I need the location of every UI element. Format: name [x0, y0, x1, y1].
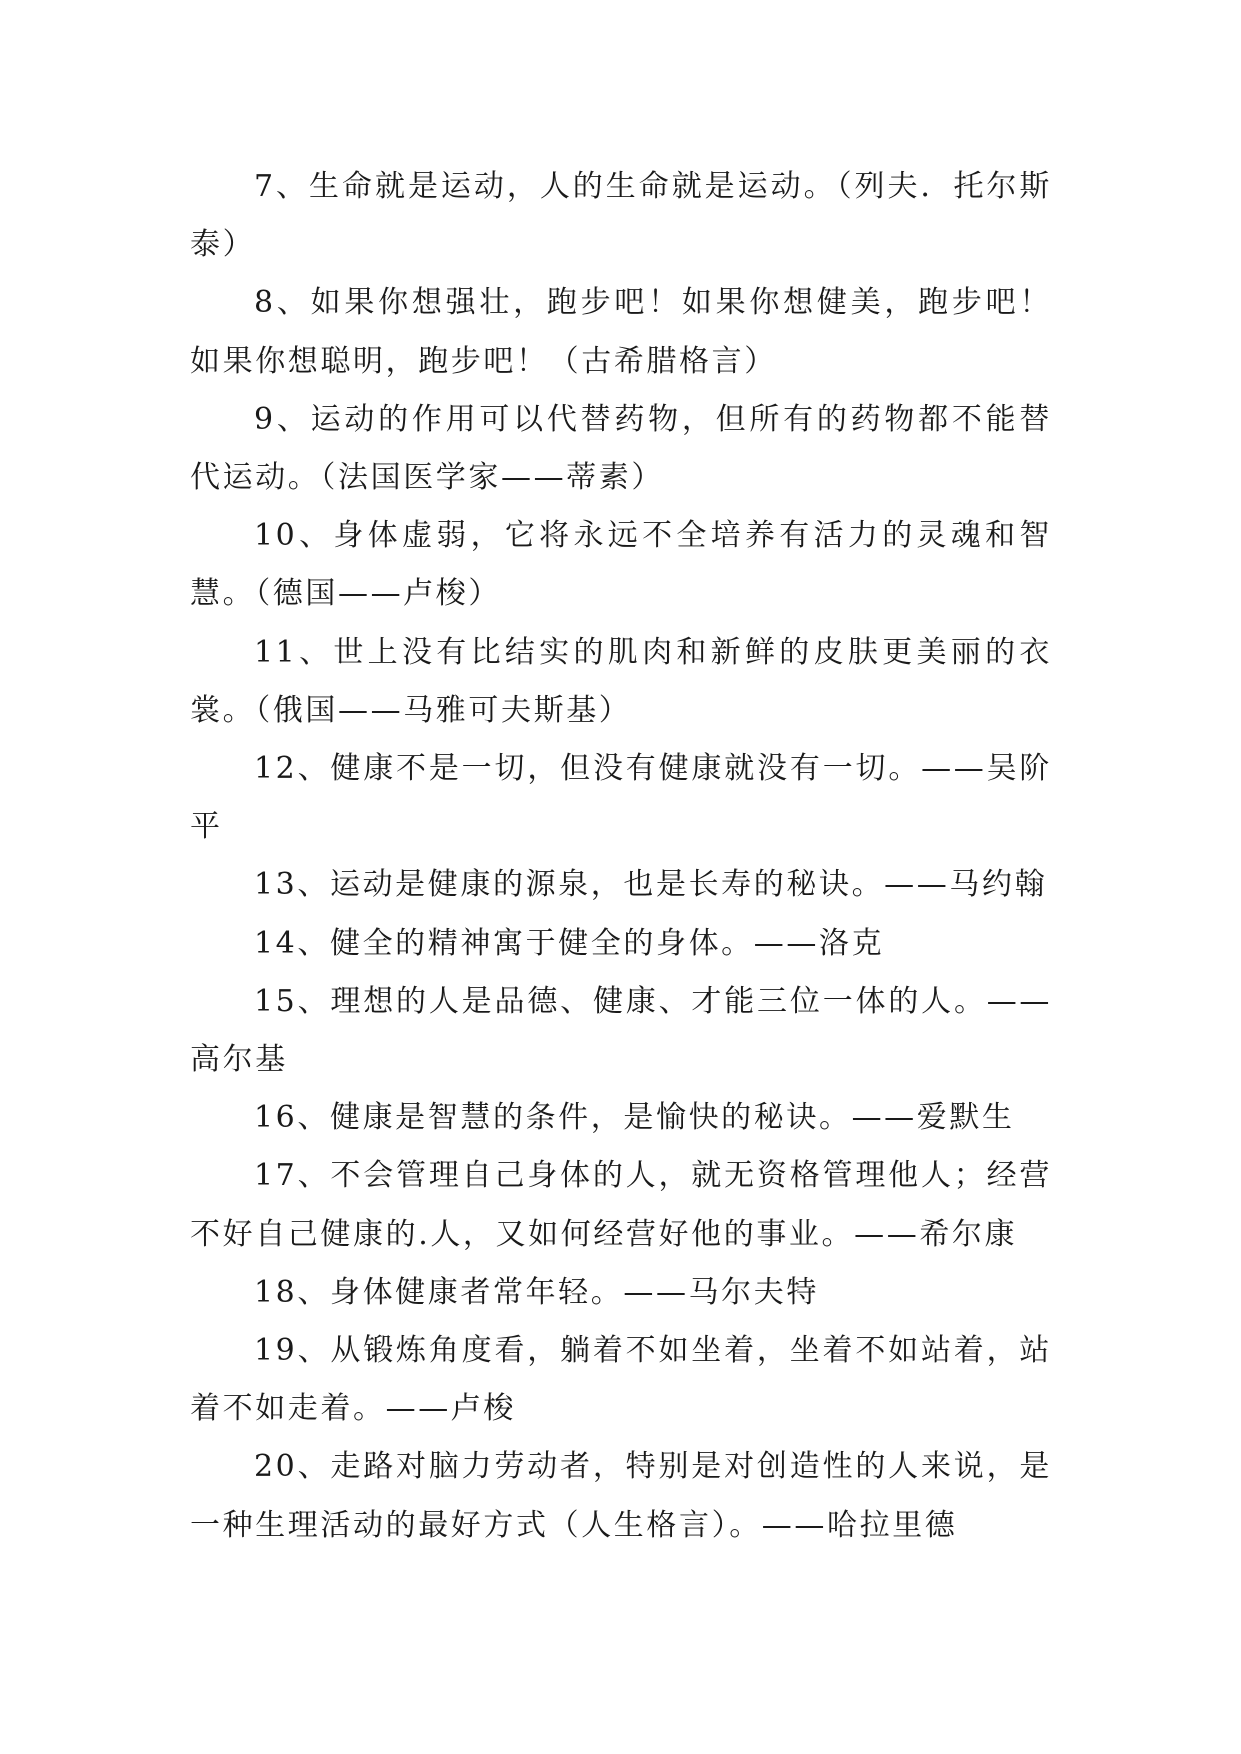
quote-paragraph-14: 14、健全的精神寓于健全的身体。——洛克 [254, 925, 885, 961]
quote-paragraph-17: 17、不会管理自己身体的人，就无资格管理他人；经营不好自己健康的.人，又如何经营好他的事业。——希尔康 [190, 1158, 1052, 1252]
quote-paragraph-9: 9、运动的作用可以代替药物，但所有的药物都不能替代运动。（法国医学家——蒂素） [190, 401, 1052, 496]
document-body [190, 158, 1052, 1555]
quote-paragraph-11: 11、世上没有比结实的肌肉和新鲜的皮肤更美丽的衣裳。（俄国——马雅可夫斯基） [190, 634, 1052, 728]
quote-paragraph-19: 19、从锻炼角度看，躺着不如坐着，坐着不如站着，站着不如走着。——卢梭 [190, 1333, 1052, 1427]
quote-paragraph-7: 7、生命就是运动，人的生命就是运动。（列夫．托尔斯泰） [190, 169, 1052, 263]
quote-paragraph-13: 13、运动是健康的源泉，也是长寿的秘诀。——马约翰 [254, 867, 1048, 903]
quote-paragraph-18: 18、身体健康者常年轻。——马尔夫特 [254, 1274, 819, 1310]
quote-paragraph-12: 12、健康不是一切，但没有健康就没有一切。——吴阶平 [190, 751, 1052, 845]
quote-paragraph-15: 15、理想的人是品德、健康、才能三位一体的人。——高尔基 [190, 983, 1052, 1078]
quote-paragraph-8: 8、如果你想强壮，跑步吧！如果你想健美，跑步吧！如果你想聪明，跑步吧！（古希腊格言） [190, 285, 1052, 379]
quote-paragraph-20: 20、走路对脑力劳动者，特别是对创造性的人来说，是一种生理活动的最好方式（人生格言）。——哈拉里德 [190, 1449, 1052, 1543]
quote-paragraph-16: 16、健康是智慧的条件，是愉快的秘诀。——爱默生 [254, 1100, 1015, 1136]
quote-paragraph-10: 10、身体虚弱，它将永远不全培养有活力的灵魂和智慧。（德国——卢梭） [190, 518, 1052, 612]
